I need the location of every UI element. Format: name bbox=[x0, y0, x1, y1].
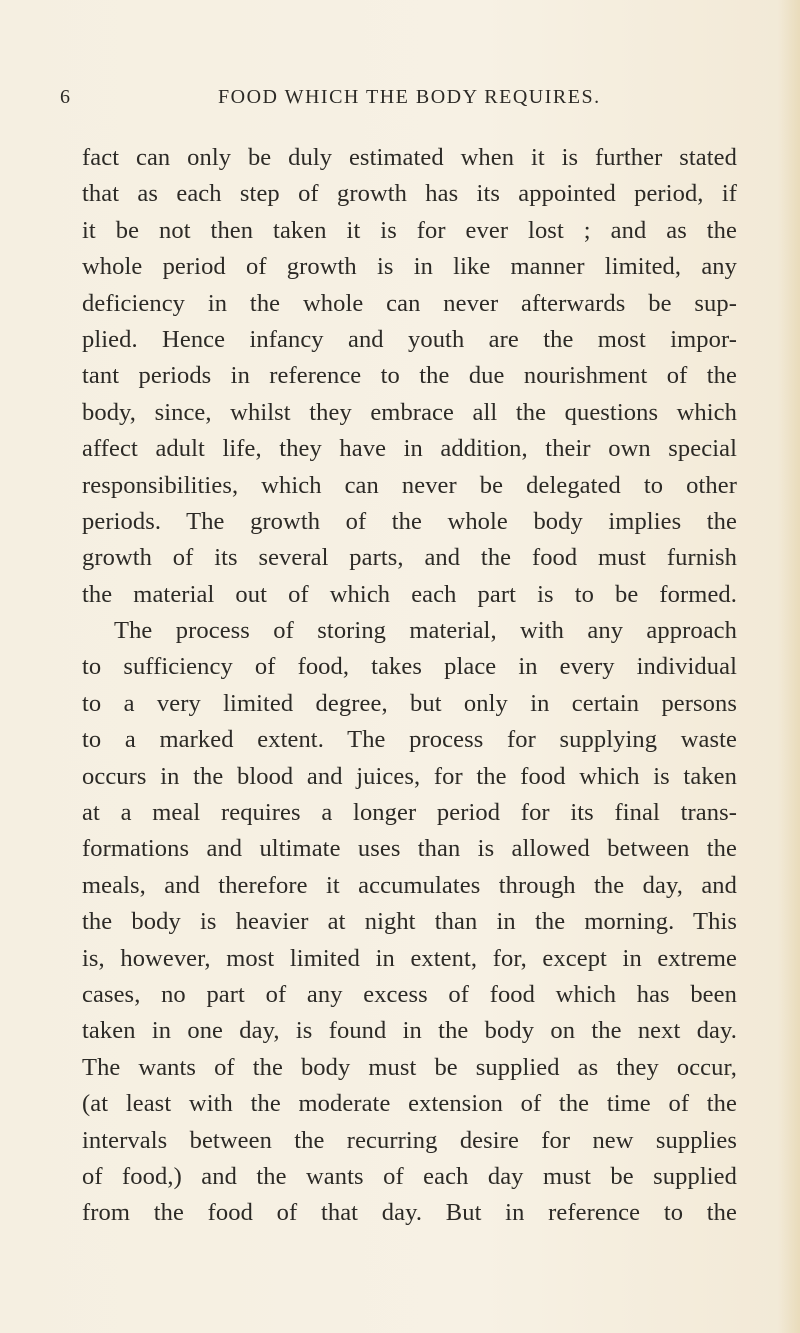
text-line: deficiency in the whole can never afterwards be sup- bbox=[82, 289, 737, 317]
text-line: fact can only be duly estimated when it is further stated bbox=[82, 144, 737, 171]
text-line: of food,) and the wants of each day must be supplied bbox=[82, 1162, 737, 1190]
text-line: growth of its several parts, and the food must furnish bbox=[82, 544, 737, 572]
text-line: periods. The growth of the whole body implies the bbox=[82, 507, 737, 535]
text-line: responsibilities, which can never be delegated to other bbox=[82, 471, 737, 499]
text-line: intervals between the recurring desire for new supplies bbox=[82, 1126, 737, 1154]
text-line: tant periods in reference to the due nourishment of the bbox=[82, 362, 737, 390]
text-line: from the food of that day. But in reference to the bbox=[82, 1199, 737, 1227]
text-line: to a very limited degree, but only in certain persons bbox=[82, 689, 737, 717]
text-line: meals, and therefore it accumulates through the day, and bbox=[82, 871, 737, 899]
text-line: to sufficiency of food, takes place in every individual bbox=[82, 653, 737, 681]
text-line: it be not then taken it is for ever lost ; and as the bbox=[82, 216, 737, 244]
text-line: (at least with the moderate extension of the time of the bbox=[82, 1090, 737, 1118]
text-line: the body is heavier at night than in the morning. This bbox=[82, 908, 737, 936]
text-line: is, however, most limited in extent, for, except in extreme bbox=[82, 944, 737, 972]
page-header bbox=[60, 86, 750, 116]
text-line: whole period of growth is in like manner limited, any bbox=[82, 253, 737, 281]
text-line: The wants of the body must be supplied as they occur, bbox=[82, 1053, 737, 1081]
text-line: The process of storing material, with any approach bbox=[114, 617, 737, 645]
text-line: the material out of which each part is to be formed. bbox=[82, 580, 737, 608]
text-line: taken in one day, is found in the body on the next day. bbox=[82, 1017, 737, 1045]
page-number: 6 bbox=[60, 86, 71, 108]
text-line: formations and ultimate uses than is allowed between the bbox=[82, 835, 737, 863]
running-head: FOOD WHICH THE BODY REQUIRES. bbox=[218, 86, 601, 108]
text-line: to a marked extent. The process for supplying waste bbox=[82, 726, 737, 754]
text-line: occurs in the blood and juices, for the food which is taken bbox=[82, 762, 737, 790]
text-line: affect adult life, they have in addition, their own special bbox=[82, 435, 737, 463]
text-line: at a meal requires a longer period for its final trans- bbox=[82, 799, 737, 827]
text-line: that as each step of growth has its appointed period, if bbox=[82, 180, 737, 208]
text-line: cases, no part of any excess of food which has been bbox=[82, 980, 737, 1008]
text-line: plied. Hence infancy and youth are the most impor- bbox=[82, 325, 737, 353]
page-edge-shading bbox=[778, 0, 800, 1333]
text-line: body, since, whilst they embrace all the questions which bbox=[82, 398, 737, 426]
body-text bbox=[82, 140, 737, 1232]
